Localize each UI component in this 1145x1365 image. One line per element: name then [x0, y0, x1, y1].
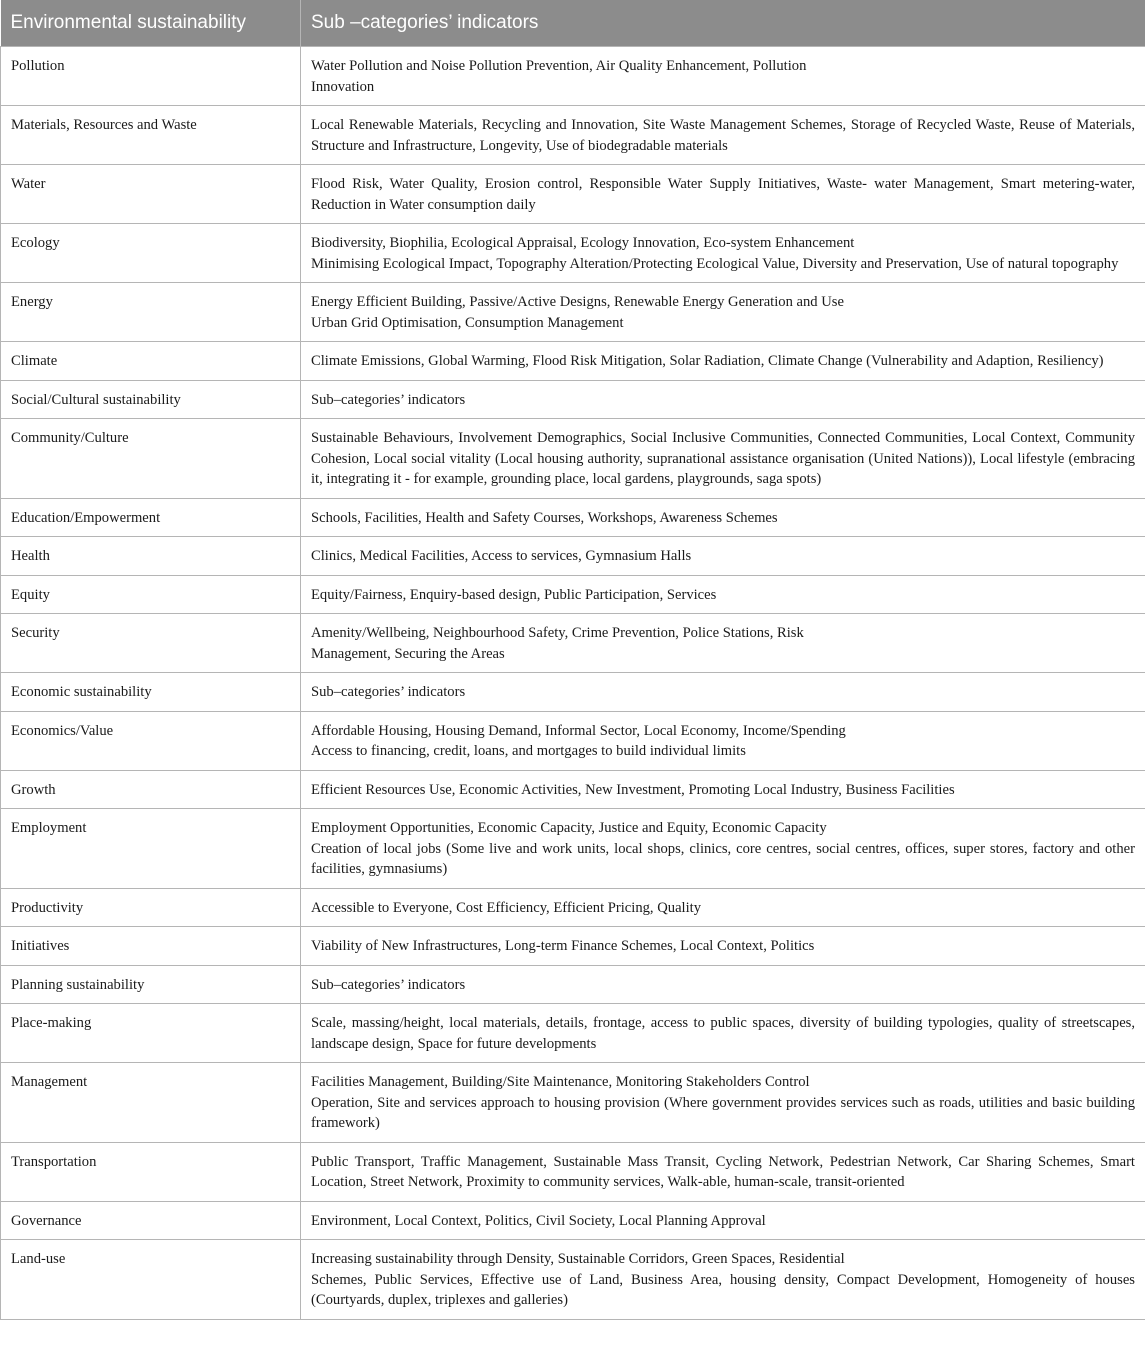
category-cell: Materials, Resources and Waste — [1, 106, 301, 165]
table-row — [1, 770, 1145, 809]
table-row — [1, 965, 1145, 1004]
indicators-cell — [301, 537, 1145, 576]
indicators-cell — [301, 106, 1145, 165]
category-cell: Employment — [1, 809, 301, 889]
indicator-line: Climate Emissions, Global Warming, Flood Risk Mitigation, Solar Radiation, Climate Change (Vulnerability and Adaption, Resiliency) — [311, 353, 1104, 369]
category-cell: Productivity — [1, 888, 301, 927]
indicator-line: Sustainable Behaviours, Involvement Demographics, Social Inclusive Communities, Connected Communities, Local Context, Community Cohesion, Local social vitality (Local housing authority, supranational assistance organisation (United Nations)), Local lifestyle (embracing it, integrating it - for example, grounding place, local gardens, playgrounds, saga spots) — [311, 430, 1135, 487]
indicator-line: Creation of local jobs (Some live and work units, local shops, clinics, core centres, social centres, offices, super stores, factory and other facilities, gymnasiums) — [311, 840, 1135, 877]
indicator-line: Management, Securing the Areas — [311, 645, 505, 662]
table-row — [1, 1142, 1145, 1201]
header-indicators: Sub –categories’ indicators — [301, 0, 1145, 47]
indicators-cell — [301, 1004, 1145, 1063]
indicators-cell — [301, 711, 1145, 770]
table-row — [1, 224, 1145, 283]
category-cell: Community/Culture — [1, 419, 301, 499]
table-row — [1, 419, 1145, 499]
indicators-cell — [301, 419, 1145, 499]
header-category: Environmental sustainability — [1, 0, 301, 47]
indicators-cell — [301, 770, 1145, 809]
indicator-line: Viability of New Infrastructures, Long-term Finance Schemes, Local Context, Politics — [311, 938, 815, 954]
indicators-cell — [301, 575, 1145, 614]
indicator-line: Clinics, Medical Facilities, Access to services, Gymnasium Halls — [311, 548, 692, 564]
indicators-cell — [301, 47, 1145, 106]
indicators-cell — [301, 1240, 1145, 1320]
indicators-cell — [301, 283, 1145, 342]
table-row — [1, 1201, 1145, 1240]
indicators-cell — [301, 927, 1145, 966]
indicator-line: Access to financing, credit, loans, and mortgages to build individual limits — [311, 743, 746, 759]
indicator-line: Environment, Local Context, Politics, Civil Society, Local Planning Approval — [311, 1212, 766, 1229]
indicator-line: Energy Efficient Building, Passive/Active Designs, Renewable Energy Generation and Use — [311, 294, 844, 310]
category-cell: Climate — [1, 342, 301, 381]
indicators-cell — [301, 165, 1145, 224]
indicator-line: Employment Opportunities, Economic Capacity, Justice and Equity, Economic Capacity — [311, 820, 827, 836]
indicators-cell — [301, 965, 1145, 1004]
indicators-cell — [301, 342, 1145, 381]
indicators-cell — [301, 888, 1145, 927]
indicator-line: Flood Risk, Water Quality, Erosion control, Responsible Water Supply Initiatives, Waste- water Management, Smart metering-water, Reduction in Water consumption daily — [311, 176, 1135, 213]
category-cell: Social/Cultural sustainability — [1, 380, 301, 419]
category-cell: Transportation — [1, 1142, 301, 1201]
table-row — [1, 575, 1145, 614]
table-row — [1, 1063, 1145, 1143]
indicator-line: Equity/Fairness, Enquiry-based design, Public Participation, Services — [311, 586, 717, 603]
indicator-line: Local Renewable Materials, Recycling and Innovation, Site Waste Management Schemes, Storage of Recycled Waste, Reuse of Materials, Structure and Infrastructure, Longevity, Use of biodegradable materials — [311, 117, 1135, 154]
indicator-line: Schools, Facilities, Health and Safety Courses, Workshops, Awareness Schemes — [311, 509, 778, 526]
table-row — [1, 1004, 1145, 1063]
table-row — [1, 47, 1145, 106]
indicator-line: Innovation — [311, 78, 375, 95]
indicators-cell — [301, 498, 1145, 537]
table-row — [1, 888, 1145, 927]
indicators-cell — [301, 1201, 1145, 1240]
indicator-line: Biodiversity, Biophilia, Ecological Appraisal, Ecology Innovation, Eco-system Enhancement — [311, 235, 855, 251]
category-cell: Governance — [1, 1201, 301, 1240]
table-row — [1, 711, 1145, 770]
category-cell: Initiatives — [1, 927, 301, 966]
indicators-cell — [301, 224, 1145, 283]
table-row — [1, 106, 1145, 165]
category-cell: Ecology — [1, 224, 301, 283]
category-cell: Growth — [1, 770, 301, 809]
indicator-line: Efficient Resources Use, Economic Activities, New Investment, Promoting Local Industry, Business Facilities — [311, 781, 955, 798]
category-cell: Energy — [1, 283, 301, 342]
indicator-line: Public Transport, Traffic Management, Sustainable Mass Transit, Cycling Network, Pedestrian Network, Car Sharing Schemes, Smart Location, Street Network, Proximity to community services, Walk-able, human-scale, transit-oriented — [311, 1153, 1135, 1190]
table-row — [1, 342, 1145, 381]
category-cell: Place-making — [1, 1004, 301, 1063]
table-row — [1, 165, 1145, 224]
table-row — [1, 283, 1145, 342]
indicators-cell — [301, 673, 1145, 712]
indicator-line: Schemes, Public Services, Effective use of Land, Business Area, housing density, Compact Development, Homogeneity of houses (Courtyards, duplex, triplexes and galleries) — [311, 1271, 1135, 1308]
indicators-cell — [301, 614, 1145, 673]
indicator-line: Urban Grid Optimisation, Consumption Management — [311, 314, 624, 331]
indicator-line: Sub–categories’ indicators — [311, 684, 466, 700]
indicator-line: Sub–categories’ indicators — [311, 976, 466, 993]
indicators-cell — [301, 380, 1145, 419]
category-cell: Security — [1, 614, 301, 673]
indicator-line: Increasing sustainability through Density, Sustainable Corridors, Green Spaces, Residential — [311, 1251, 845, 1267]
table-row — [1, 927, 1145, 966]
category-cell: Pollution — [1, 47, 301, 106]
indicators-cell — [301, 1063, 1145, 1143]
table-body — [1, 47, 1145, 1320]
indicator-line: Minimising Ecological Impact, Topography Alteration/Protecting Ecological Value, Diversity and Preservation, Use of natural topography — [311, 255, 1119, 272]
category-cell: Equity — [1, 575, 301, 614]
table-row — [1, 380, 1145, 419]
indicators-cell — [301, 809, 1145, 889]
category-cell: Land-use — [1, 1240, 301, 1320]
category-cell: Economics/Value — [1, 711, 301, 770]
indicator-line: Affordable Housing, Housing Demand, Informal Sector, Local Economy, Income/Spending — [311, 722, 846, 739]
indicator-line: Scale, massing/height, local materials, details, frontage, access to public spaces, diversity of building typologies, quality of streetscapes, landscape design, Space for future developments — [311, 1015, 1135, 1052]
table-row — [1, 1240, 1145, 1320]
table-row — [1, 809, 1145, 889]
category-cell: Planning sustainability — [1, 965, 301, 1004]
indicator-line: Operation, Site and services approach to housing provision (Where government provides services such as roads, utilities and basic building framework) — [311, 1094, 1135, 1131]
category-cell: Water — [1, 165, 301, 224]
indicator-line: Sub–categories’ indicators — [311, 391, 466, 408]
table-row — [1, 673, 1145, 712]
category-cell: Management — [1, 1063, 301, 1143]
header-row — [1, 0, 1145, 47]
table-row — [1, 498, 1145, 537]
indicators-cell — [301, 1142, 1145, 1201]
indicator-line: Water Pollution and Noise Pollution Prevention, Air Quality Enhancement, Pollution — [311, 58, 807, 74]
category-cell: Economic sustainability — [1, 673, 301, 712]
category-cell: Health — [1, 537, 301, 576]
indicator-line: Facilities Management, Building/Site Maintenance, Monitoring Stakeholders Control — [311, 1074, 810, 1090]
category-cell: Education/Empowerment — [1, 498, 301, 537]
indicator-line: Amenity/Wellbeing, Neighbourhood Safety, Crime Prevention, Police Stations, Risk — [311, 625, 804, 641]
table-row — [1, 537, 1145, 576]
table-row — [1, 614, 1145, 673]
indicator-line: Accessible to Everyone, Cost Efficiency, Efficient Pricing, Quality — [311, 899, 702, 916]
